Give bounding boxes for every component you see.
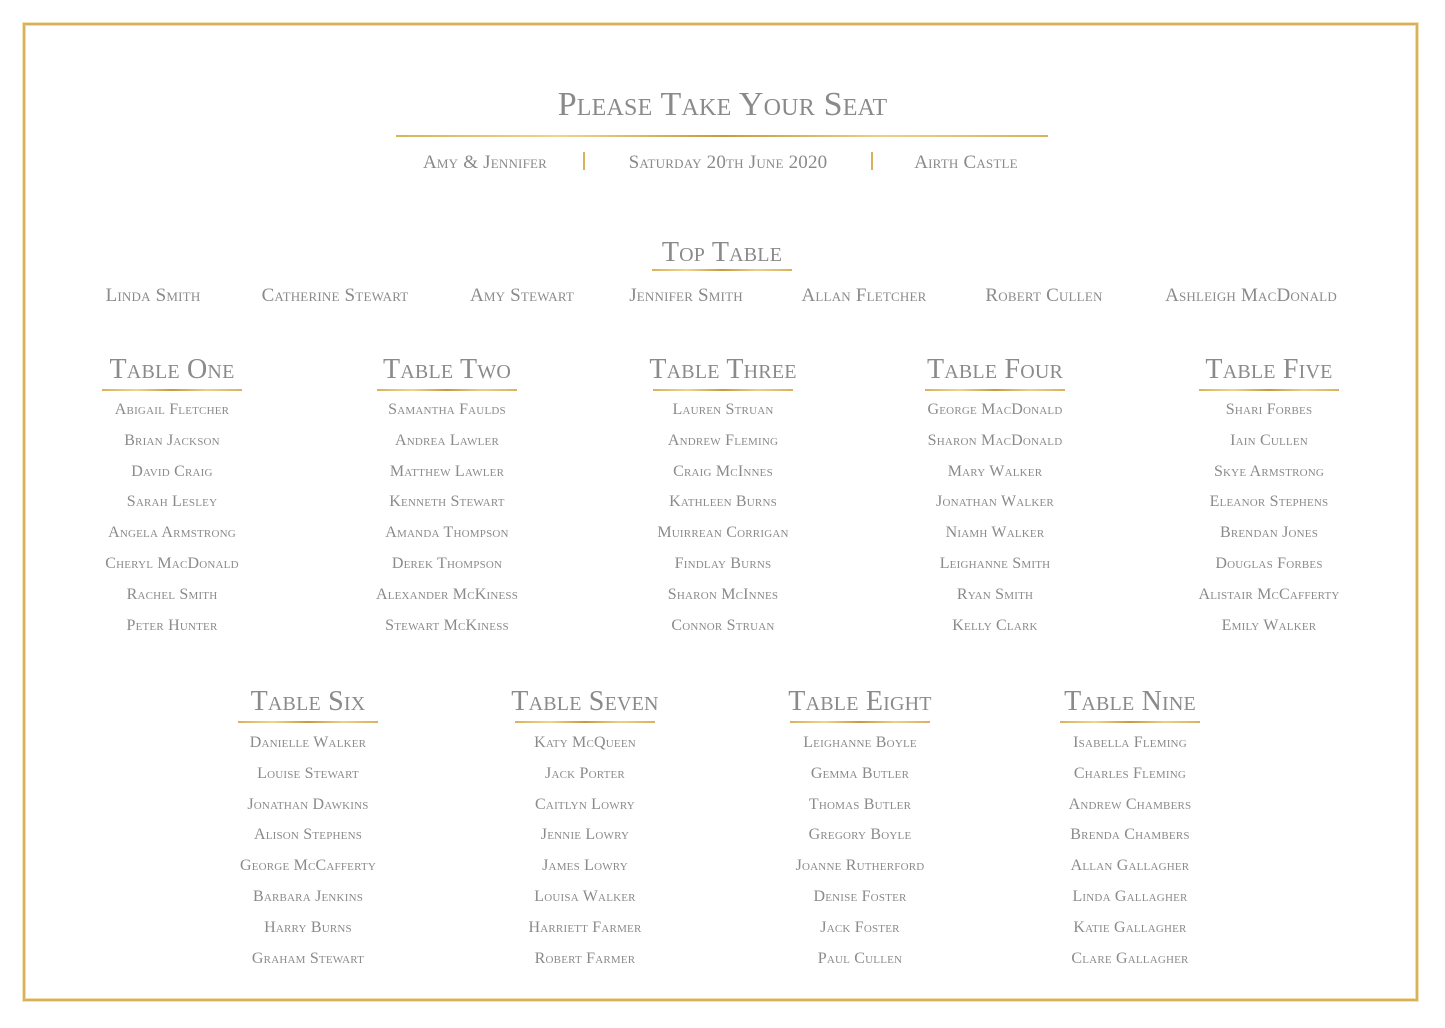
top-table-heading: Top Table	[661, 237, 783, 268]
guest-name: Gemma Butler	[810, 764, 910, 782]
top-table-guest: Catherine Stewart	[261, 285, 409, 306]
guest-name: Joanne Rutherford	[795, 857, 925, 875]
event-venue: Airth Castle	[914, 152, 1018, 173]
table-divider	[377, 389, 517, 391]
guest-name: Matthew Lawler	[389, 462, 505, 480]
guest-name: Caitlyn Lowry	[535, 795, 635, 813]
guest-name: Andrew Fleming	[667, 431, 779, 449]
guest-name: Jennie Lowry	[540, 826, 630, 844]
table-divider	[790, 721, 930, 723]
guest-name: Rachel Smith	[126, 585, 218, 603]
guest-name: Samantha Faulds	[388, 401, 506, 418]
title-divider	[396, 135, 1048, 137]
guest-name: Barbara Jenkins	[252, 887, 364, 905]
guest-name: Leighanne Smith	[939, 554, 1051, 572]
guest-name: Sarah Lesley	[126, 493, 218, 511]
table-divider	[515, 721, 655, 723]
guest-name: Leighanne Boyle	[803, 734, 917, 751]
table-eight-heading: Table Eight	[788, 686, 932, 717]
guest-name: Alistair McCafferty	[1198, 585, 1340, 603]
guest-name: Ryan Smith	[956, 585, 1034, 603]
guest-name: Clare Gallagher	[1071, 949, 1189, 967]
guest-name: Iain Cullen	[1230, 431, 1308, 449]
guest-name: Graham Stewart	[251, 949, 365, 967]
guest-name: Angela Armstrong	[108, 524, 236, 542]
top-table-guest: Allan Fletcher	[801, 285, 927, 306]
table-eight-guests	[796, 728, 925, 974]
guest-name: Sharon McInnes	[667, 585, 779, 603]
table-divider	[1199, 389, 1339, 391]
guest-name: Jonathan Dawkins	[247, 795, 369, 813]
guest-name: Katy McQueen	[534, 734, 636, 751]
guest-name: Charles Fleming	[1073, 764, 1187, 782]
guest-name: Peter Hunter	[126, 616, 218, 634]
top-table-guest: Ashleigh MacDonald	[1165, 285, 1337, 306]
guest-name: Brendan Jones	[1219, 524, 1319, 542]
guest-name: Brenda Chambers	[1070, 826, 1190, 844]
guest-name: Lauren Struan	[672, 401, 774, 418]
info-separator	[583, 152, 585, 170]
guest-name: Paul Cullen	[817, 949, 903, 967]
guest-name: Amanda Thompson	[385, 524, 509, 542]
guest-name: Skye Armstrong	[1213, 462, 1325, 480]
info-separator	[871, 152, 873, 170]
guest-name: Denise Foster	[813, 887, 907, 905]
table-seven-guests	[528, 728, 641, 974]
guest-name: Mary Walker	[947, 462, 1043, 480]
table-seven-heading: Table Seven	[511, 686, 659, 717]
guest-name: Harry Burns	[264, 918, 352, 936]
guest-name: Andrew Chambers	[1068, 795, 1192, 813]
table-nine-guests	[1069, 728, 1192, 974]
table-six-guests	[240, 728, 376, 974]
table-divider	[1060, 721, 1200, 723]
table-three-heading: Table Three	[649, 354, 797, 385]
table-one-guests	[105, 395, 239, 641]
guest-name: Gregory Boyle	[808, 826, 912, 844]
table-six-heading: Table Six	[250, 686, 366, 717]
guest-name: Robert Farmer	[534, 949, 636, 967]
guest-name: David Craig	[131, 462, 213, 480]
guest-name: Allan Gallagher	[1070, 857, 1190, 875]
guest-name: Katie Gallagher	[1073, 918, 1187, 936]
guest-name: George MacDonald	[927, 401, 1063, 418]
table-five-heading: Table Five	[1205, 354, 1333, 385]
guest-name: Linda Gallagher	[1072, 887, 1188, 905]
table-divider	[102, 389, 242, 391]
guest-name: Stewart McKiness	[385, 616, 509, 634]
table-three-guests	[657, 395, 788, 641]
guest-name: Alexander McKiness	[375, 585, 519, 603]
table-two-heading: Table Two	[382, 354, 512, 385]
guest-name: Thomas Butler	[808, 795, 912, 813]
guest-name: Kenneth Stewart	[389, 493, 505, 511]
guest-name: Shari Forbes	[1225, 401, 1313, 418]
guest-name: Alison Stephens	[253, 826, 363, 844]
top-table-guests	[0, 283, 1445, 309]
guest-name: Louisa Walker	[534, 887, 636, 905]
guest-name: Eleanor Stephens	[1209, 493, 1329, 511]
table-divider	[238, 721, 378, 723]
guest-name: Cheryl MacDonald	[105, 554, 239, 572]
couple-names: Amy & Jennifer	[422, 152, 548, 173]
page-title: Please Take Your Seat	[557, 86, 888, 123]
guest-name: Isabella Fleming	[1073, 734, 1187, 751]
guest-name: Sharon MacDonald	[927, 431, 1063, 449]
guest-name: Brian Jackson	[124, 431, 220, 449]
table-divider	[925, 389, 1065, 391]
top-table-guest: Linda Smith	[105, 285, 201, 306]
table-two-guests	[376, 395, 518, 641]
event-date: Saturday 20th June 2020	[628, 152, 828, 173]
guest-name: Muirrean Corrigan	[657, 524, 789, 542]
table-four-guests	[928, 395, 1063, 641]
top-table-guest: Amy Stewart	[469, 285, 575, 306]
table-five-guests	[1198, 395, 1339, 641]
table-nine-heading: Table Nine	[1064, 686, 1196, 717]
guest-name: Harriett Farmer	[528, 918, 642, 936]
guest-name: Niamh Walker	[945, 524, 1045, 542]
table-one-heading: Table One	[109, 354, 235, 385]
top-table-guest: Jennifer Smith	[629, 285, 743, 306]
top-table-guest: Robert Cullen	[985, 285, 1103, 306]
guest-name: Jack Porter	[545, 764, 625, 782]
guest-name: Findlay Burns	[674, 554, 772, 572]
guest-name: Derek Thompson	[391, 554, 503, 572]
guest-name: Kelly Clark	[952, 616, 1038, 634]
table-divider	[653, 389, 793, 391]
guest-name: Connor Struan	[671, 616, 775, 634]
guest-name: James Lowry	[542, 857, 628, 875]
guest-name: Emily Walker	[1221, 616, 1317, 634]
top-table-divider	[652, 269, 792, 271]
guest-name: Danielle Walker	[249, 734, 367, 751]
guest-name: Douglas Forbes	[1215, 554, 1323, 572]
guest-name: Louise Stewart	[257, 764, 359, 782]
guest-name: Jack Foster	[820, 918, 900, 936]
guest-name: Abigail Fletcher	[114, 401, 230, 418]
guest-name: Kathleen Burns	[669, 493, 777, 511]
guest-name: Jonathan Walker	[936, 493, 1054, 511]
guest-name: George McCafferty	[239, 857, 377, 875]
table-four-heading: Table Four	[926, 354, 1064, 385]
guest-name: Andrea Lawler	[394, 431, 500, 449]
guest-name: Craig McInnes	[673, 462, 773, 480]
